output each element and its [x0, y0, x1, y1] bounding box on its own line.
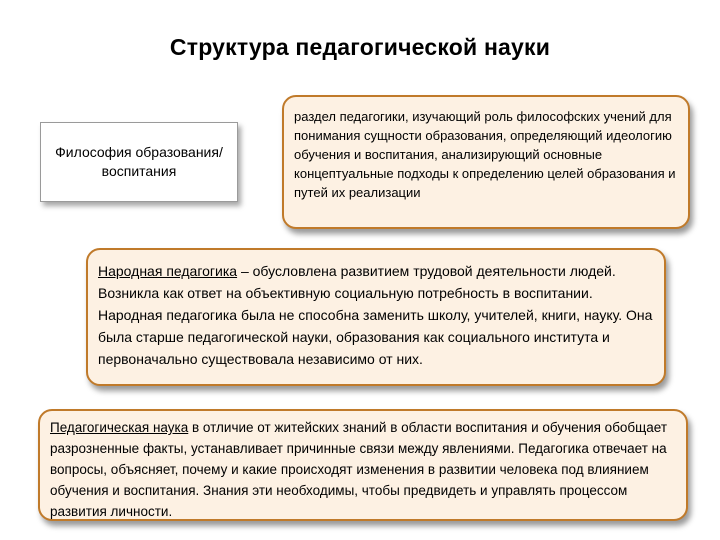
folk-pedagogy-term: Народная педагогика: [98, 263, 238, 279]
folk-pedagogy-box: [86, 248, 666, 386]
scientific-pedagogy-box: [38, 409, 688, 521]
term-box-philosophy-of-education: [40, 122, 238, 202]
folk-pedagogy-text: – обусловлена развитием трудовой деятельности людей. Возникла как ответ на объективную социальную потребность в воспитании. Народная педагогика была не способна заменить школу, учителей, книги, науку. Она была старше педагогической науки, образования как социального института и первоначально существовала независимо от них.: [98, 263, 653, 367]
term-box-label: Философия образования/ воспитания: [55, 144, 223, 179]
definition-text: раздел педагогики, изучающий роль философских учений для понимания сущности образования, определяющий идеологию обучения и воспитания, анализирующий основные концептуальные подходы к определению целей образования и путей их реализации: [294, 109, 676, 200]
scientific-pedagogy-text: в отличие от житейских знаний в области воспитания и обучения обобщает разрозненные факты, устанавливает причинные связи между явлениями. Педагогика отвечает на вопросы, объясняет, почему и какие происходят изменения в развитии человека под влиянием обучения и воспитания. Знания эти необходимы, чтобы предвидеть и управлять процессом развития личности.: [50, 420, 668, 519]
slide-title: Структура педагогической науки: [169, 34, 551, 60]
definition-box: [282, 95, 690, 229]
scientific-pedagogy-term: Педагогическая наука: [50, 420, 189, 435]
